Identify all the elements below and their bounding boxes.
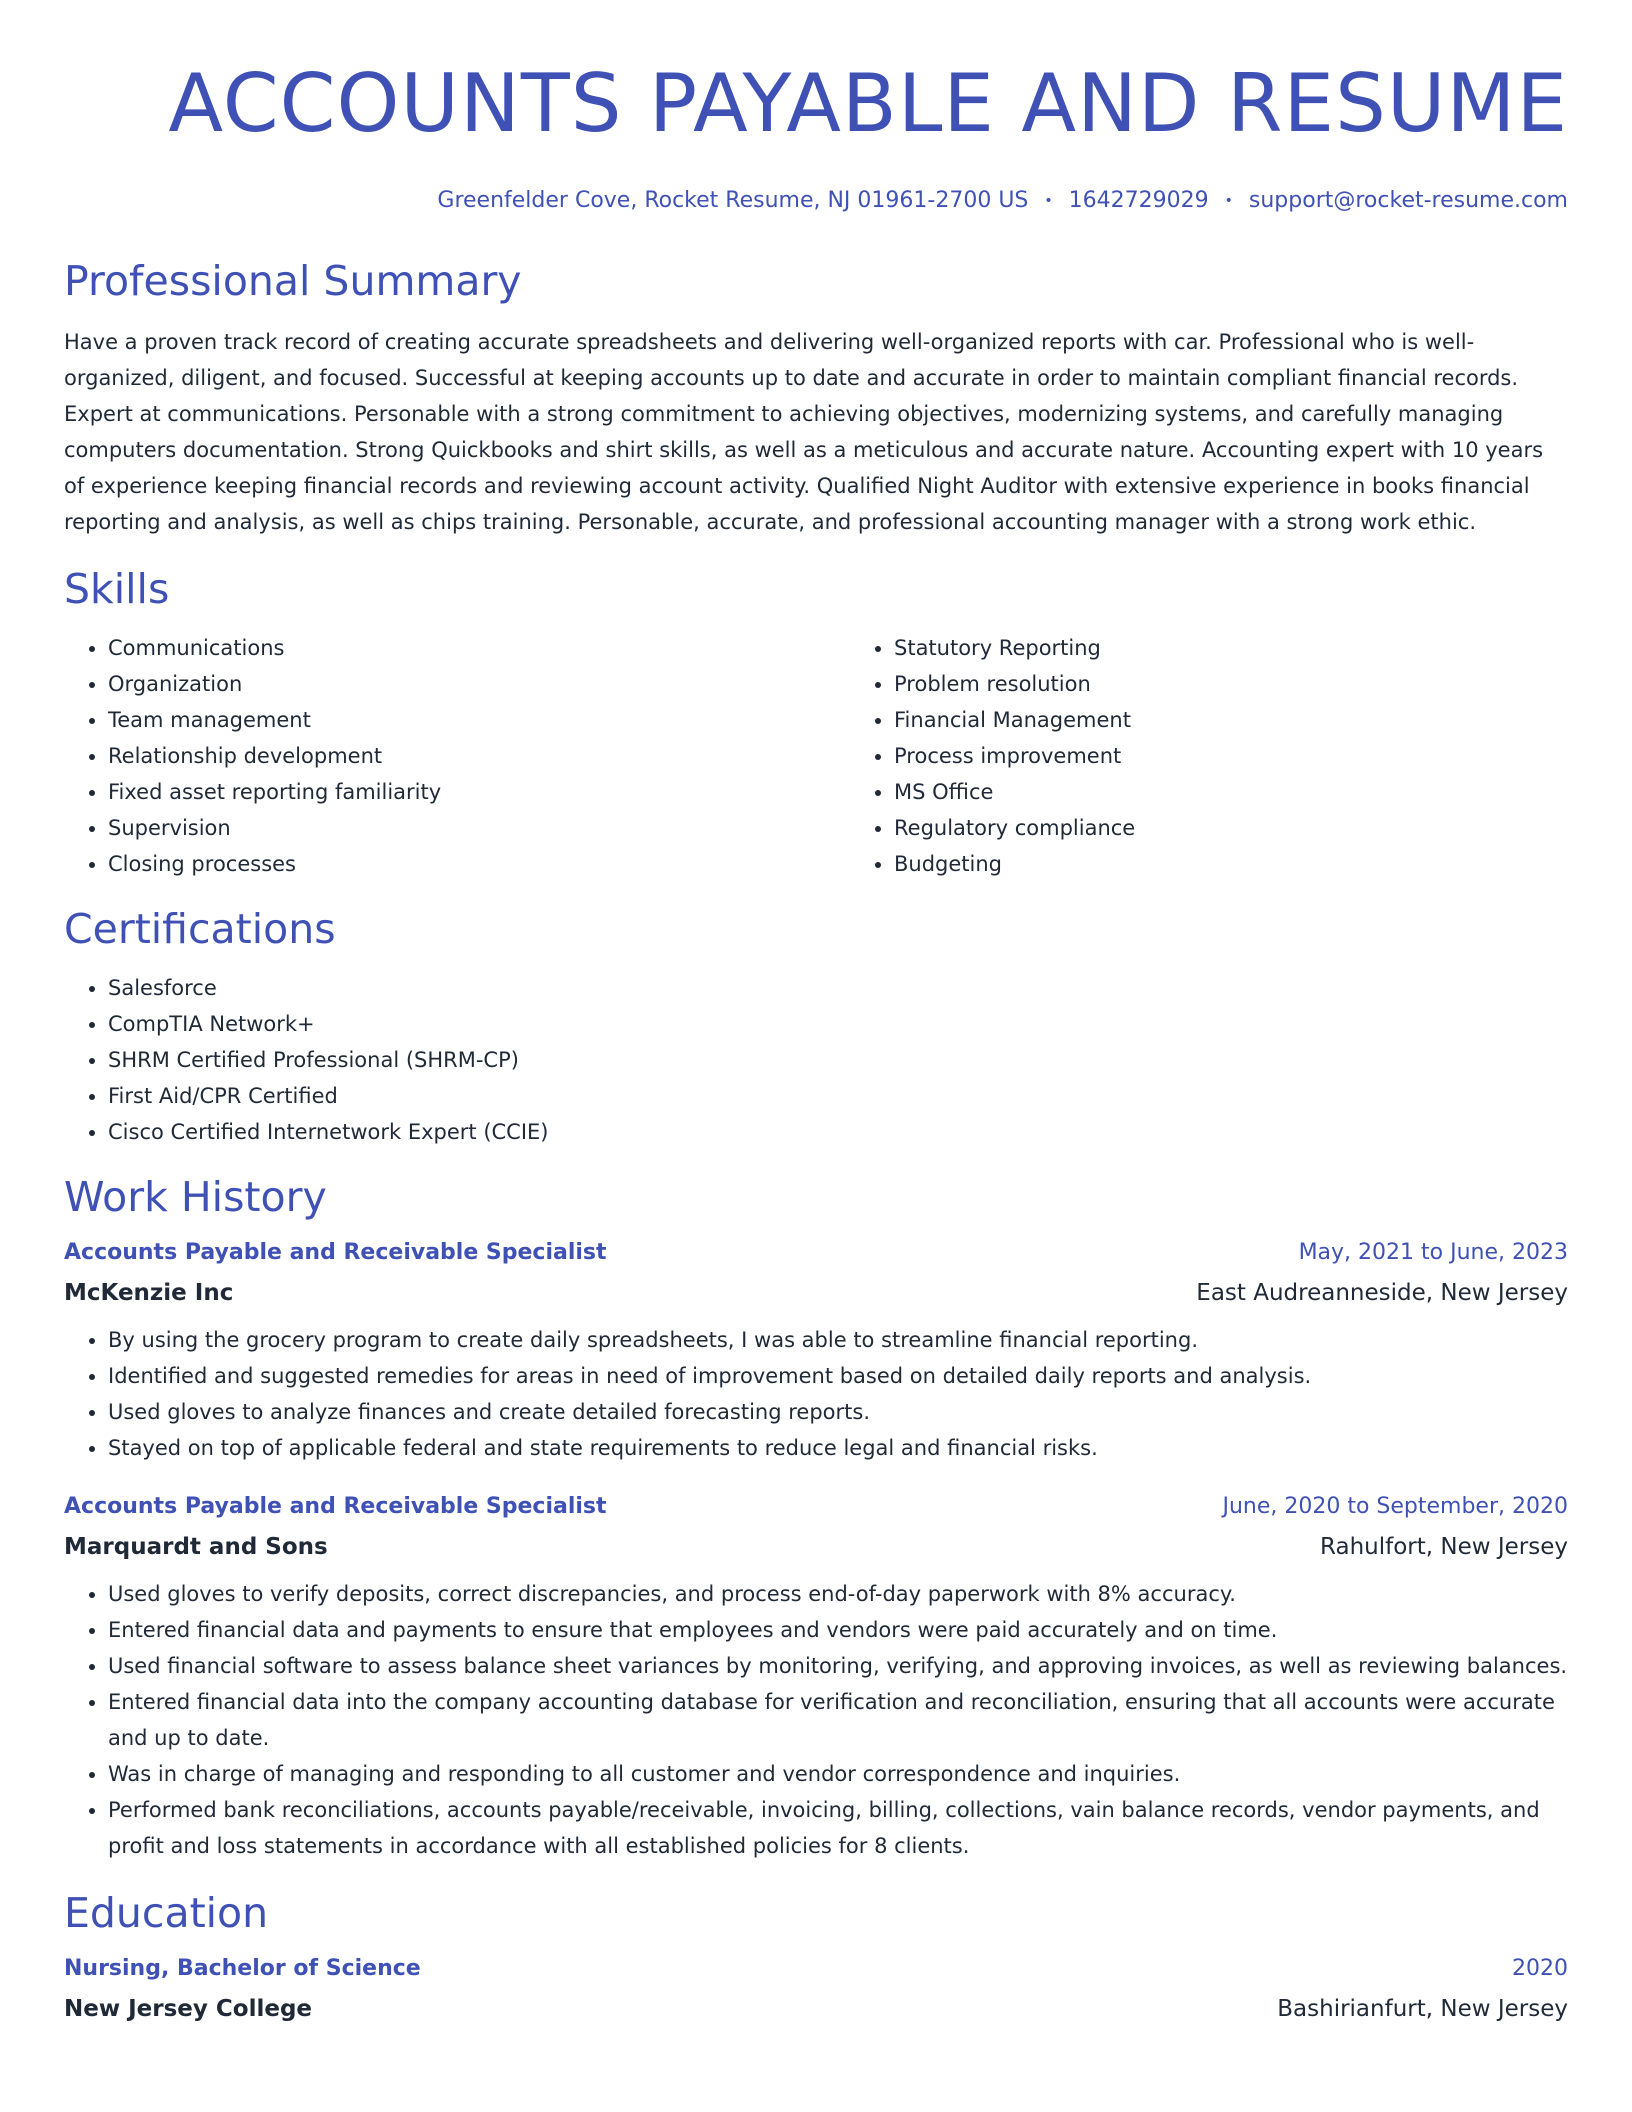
job-subheader <box>64 1532 1568 1562</box>
job-bullet: • Identified and suggested remedies for areas in need of improvement based on detailed daily reports and analysis. <box>108 1358 1568 1394</box>
job-bullets <box>64 1576 1568 1864</box>
job-bullet: • Used gloves to verify deposits, correct discrepancies, and process end-of-day paperwork with 8% accuracy. <box>108 1576 1568 1612</box>
skills-list-right <box>850 630 1632 882</box>
education-location: Bashirianfurt, New Jersey <box>1277 1996 1568 2022</box>
job-bullet: • Was in charge of managing and responding to all customer and vendor correspondence and inquiries. <box>108 1756 1568 1792</box>
job-header <box>64 1492 1568 1522</box>
skill-item: • Regulatory compliance <box>894 810 1632 846</box>
job-bullet: • Entered financial data and payments to ensure that employees and vendors were paid accurately and on time. <box>108 1612 1568 1648</box>
certification-item: • First Aid/CPR Certified <box>108 1078 1568 1114</box>
skill-item: • Fixed asset reporting familiarity <box>108 774 850 810</box>
skill-item: • Relationship development <box>108 738 850 774</box>
skills-list-left <box>64 630 850 882</box>
job-bullet: • Entered financial data into the company accounting database for verification and reconciliation, ensuring that all accounts were accurate and up to date. <box>108 1684 1568 1756</box>
skill-item: • Statutory Reporting <box>894 630 1632 666</box>
certifications-list <box>64 970 1568 1150</box>
contact-separator: • <box>1224 193 1233 209</box>
job-location: East Audreanneside, New Jersey <box>1196 1280 1568 1306</box>
contact-address: Greenfelder Cove, Rocket Resume, NJ 01961-2700 US <box>437 188 1029 213</box>
certification-item: • SHRM Certified Professional (SHRM-CP) <box>108 1042 1568 1078</box>
skill-item: • Financial Management <box>894 702 1632 738</box>
skill-item: • MS Office <box>894 774 1632 810</box>
section-title-summary: Professional Summary <box>64 257 522 305</box>
job-subheader <box>64 1278 1568 1308</box>
job-dates: June, 2020 to September, 2020 <box>1222 1494 1568 1519</box>
education-subheader <box>64 1994 1568 2024</box>
contact-line <box>64 186 1568 216</box>
section-title-skills: Skills <box>64 565 170 613</box>
job-company: Marquardt and Sons <box>64 1534 328 1560</box>
job-bullet: • Stayed on top of applicable federal and state requirements to reduce legal and financial risks. <box>108 1430 1568 1466</box>
skill-item: • Process improvement <box>894 738 1632 774</box>
job-bullet: • Used gloves to analyze finances and create detailed forecasting reports. <box>108 1394 1568 1430</box>
job-title: Accounts Payable and Receivable Specialist <box>64 1494 607 1519</box>
job-bullet: • By using the grocery program to create daily spreadsheets, I was able to streamline financial reporting. <box>108 1322 1568 1358</box>
certification-item: • CompTIA Network+ <box>108 1006 1568 1042</box>
education-degree: Nursing, Bachelor of Science <box>64 1956 421 1981</box>
skill-item: • Budgeting <box>894 846 1632 882</box>
education-entry <box>64 1954 1568 2024</box>
education-year: 2020 <box>1512 1956 1568 1981</box>
summary-text: Have a proven track record of creating accurate spreadsheets and delivering well-organized reports with car. Professional who is well-organized, diligent, and focused. Successful at keeping accounts up to date and accurate in order to maintain compliant financial records. Expert at communications. Personable with a strong commitment to achieving objectives, modernizing systems, and carefully managing computers documentation. Strong Quickbooks and shirt skills, as well as a meticulous and accurate nature. Accounting expert with 10 years of experience keeping financial records and reviewing account activity. Qualified Night Auditor with extensive experience in books financial reporting and analysis, as well as chips training. Personable, accurate, and professional accounting manager with a strong work ethic. <box>64 330 1544 534</box>
job-header <box>64 1238 1568 1268</box>
skill-item: • Communications <box>108 630 850 666</box>
certification-item: • Salesforce <box>108 970 1568 1006</box>
skill-item: • Supervision <box>108 810 850 846</box>
job-company: McKenzie Inc <box>64 1280 234 1306</box>
job-entry <box>64 1238 1568 1466</box>
contact-separator: • <box>1044 193 1053 209</box>
education-header <box>64 1954 1568 1984</box>
contact-email[interactable]: support@rocket-resume.com <box>1248 188 1568 213</box>
job-bullet: • Performed bank reconciliations, accounts payable/receivable, invoicing, billing, collections, vain balance records, vendor payments, and profit and loss statements in accordance with all established policies for 8 clients. <box>108 1792 1568 1864</box>
education-school: New Jersey College <box>64 1996 313 2022</box>
job-bullets <box>64 1322 1568 1466</box>
section-title-education: Education <box>64 1889 269 1937</box>
skill-item: • Team management <box>108 702 850 738</box>
skills-columns <box>64 614 1568 882</box>
job-entry <box>64 1492 1568 1864</box>
contact-phone: 1642729029 <box>1068 188 1209 213</box>
job-bullet: • Used financial software to assess balance sheet variances by monitoring, verifying, and approving invoices, as well as reviewing balances. <box>108 1648 1568 1684</box>
section-title-work-history: Work History <box>64 1173 327 1221</box>
section-title-certifications: Certifications <box>64 905 336 953</box>
skill-item: • Organization <box>108 666 850 702</box>
certification-item: • Cisco Certified Internetwork Expert (CCIE) <box>108 1114 1568 1150</box>
job-title: Accounts Payable and Receivable Specialist <box>64 1240 607 1265</box>
skill-item: • Closing processes <box>108 846 850 882</box>
resume-name-title: ACCOUNTS PAYABLE AND RESUME <box>168 57 1568 150</box>
job-dates: May, 2021 to June, 2023 <box>1298 1240 1568 1265</box>
skill-item: • Problem resolution <box>894 666 1632 702</box>
job-location: Rahulfort, New Jersey <box>1320 1534 1568 1560</box>
